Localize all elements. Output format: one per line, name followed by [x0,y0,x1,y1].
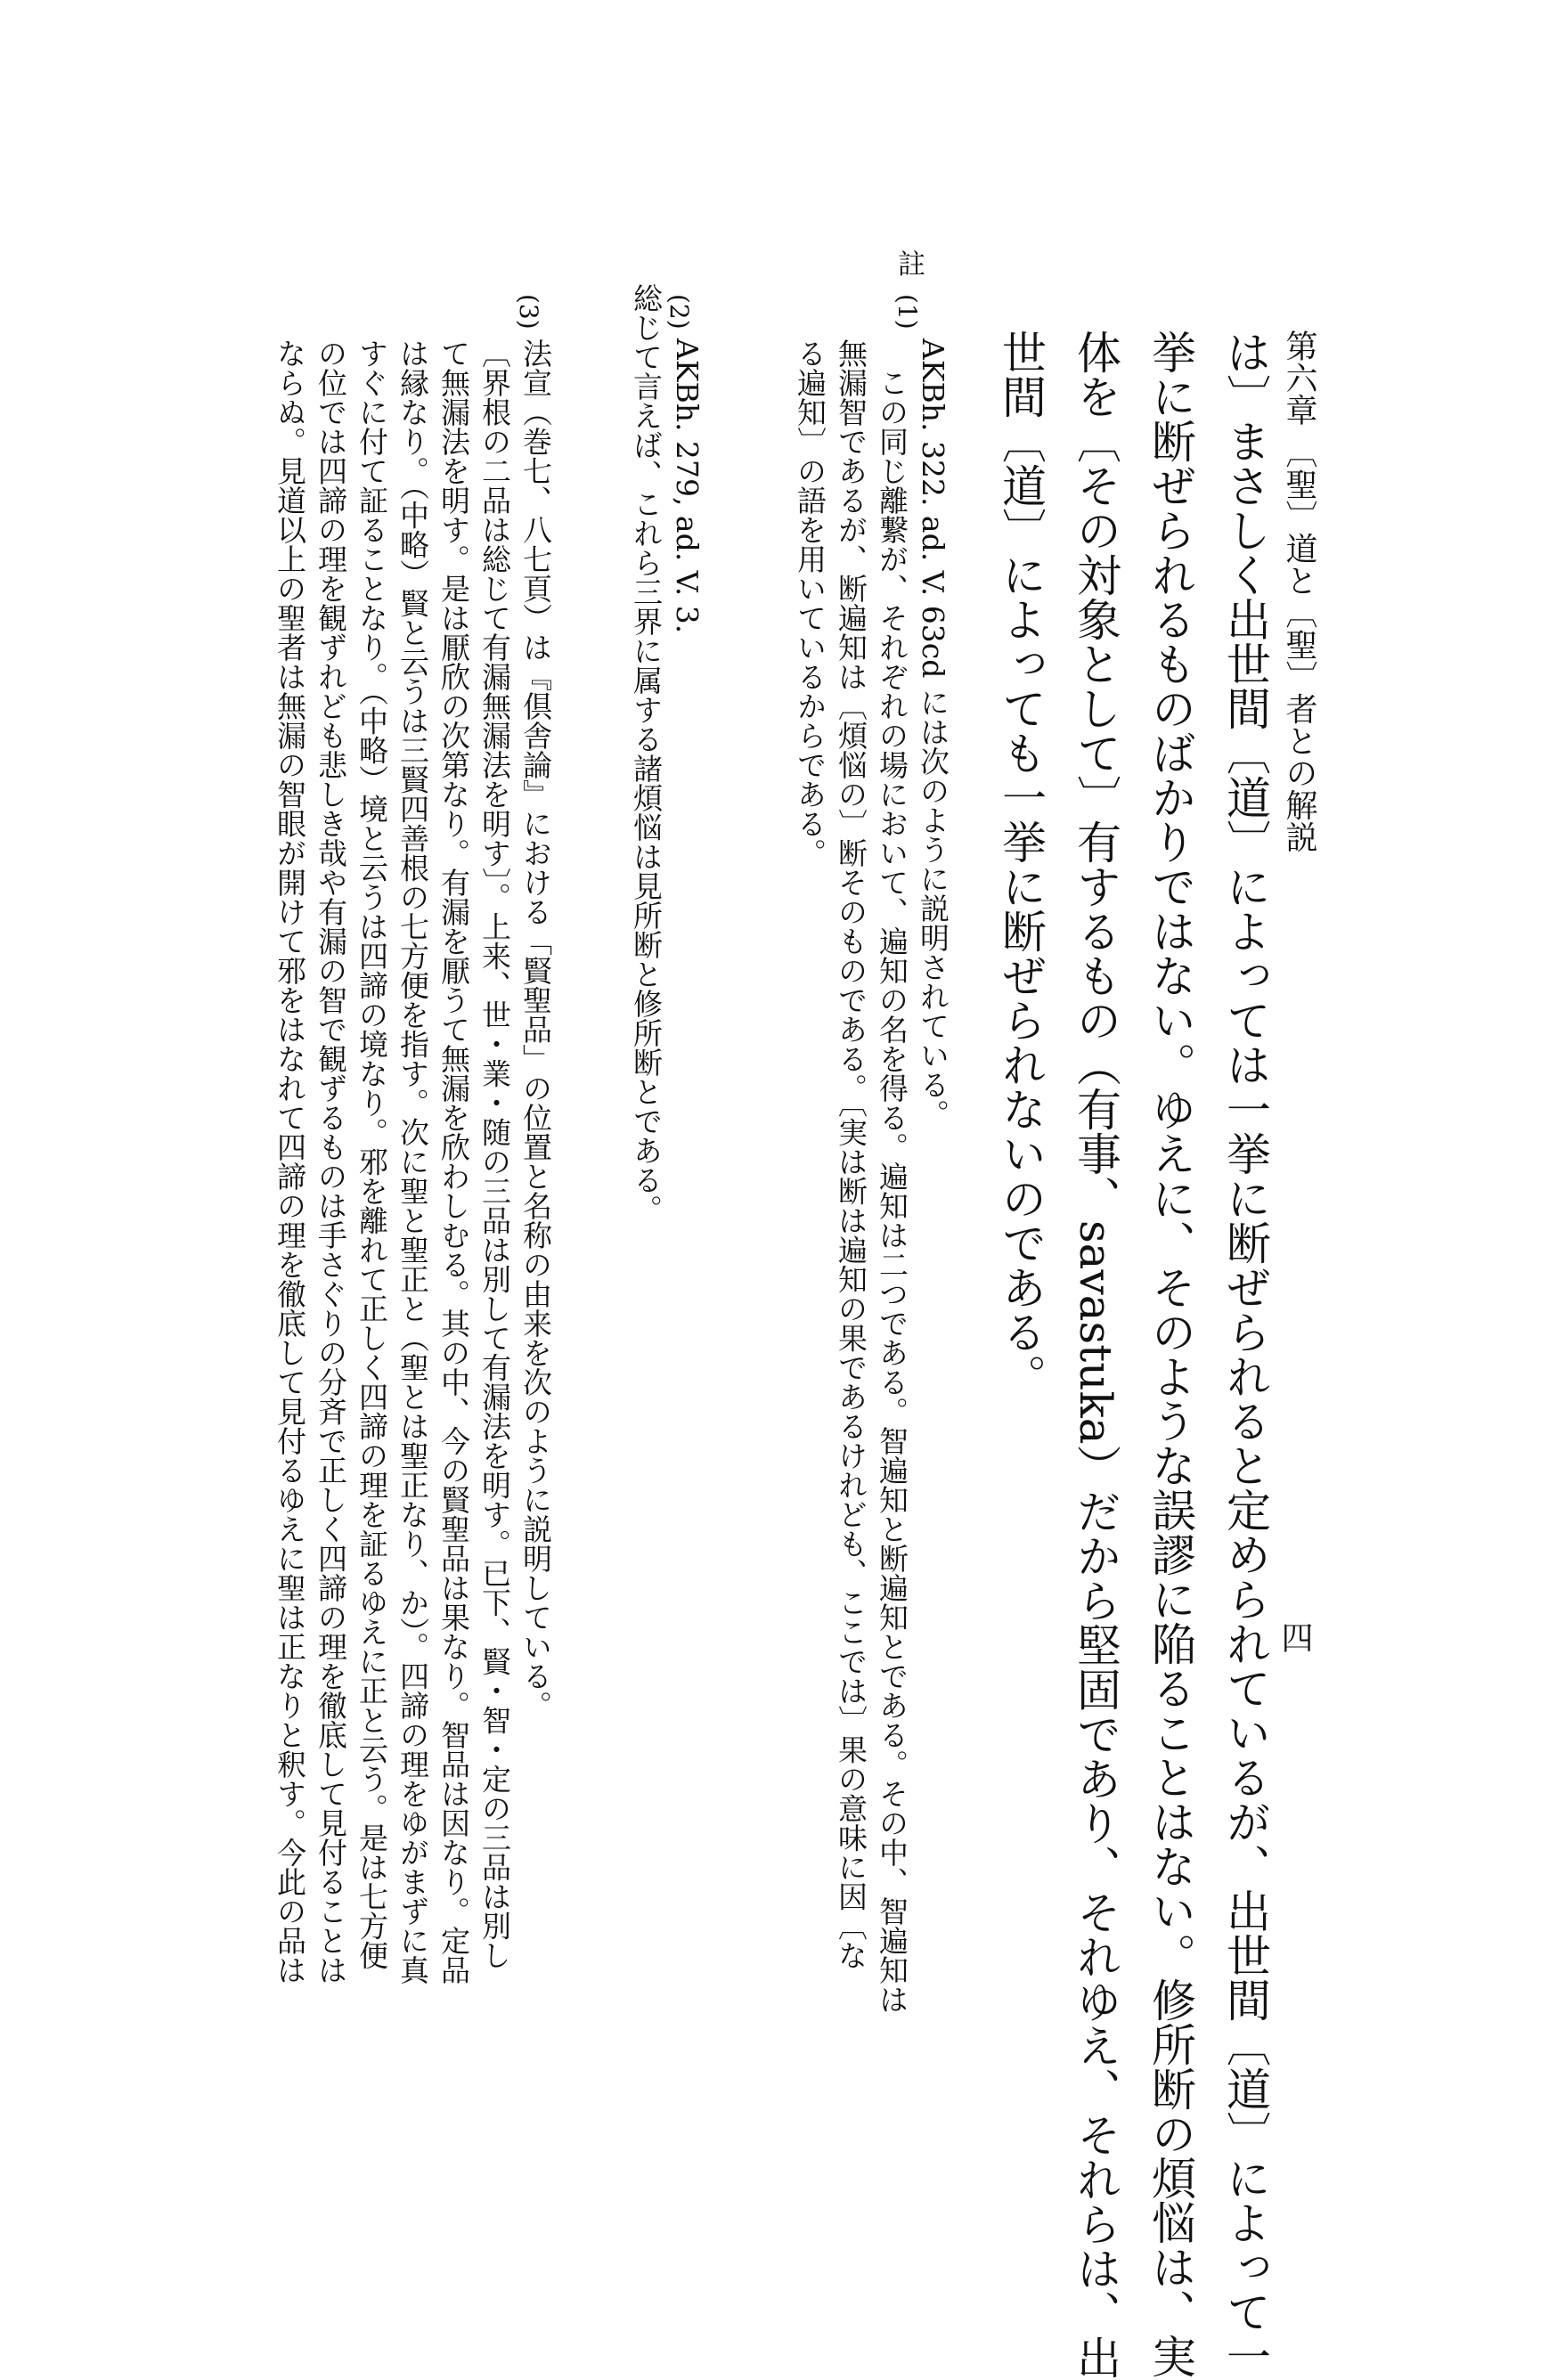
main-text-line: 世間〔道〕によっても一挙に断ぜられないのである。 [995,330,1047,1398]
note-line: の位では四諦の理を観ずれども悲しき哉や有漏の智で観ずるものは手さぐりの分斉で正しく四諦の理を徹底して見付ることは [314,338,348,1985]
main-text-line: 挙に断ぜられるものばかりではない。ゆえに、そのような誤謬に陥ることはない。修所断の煩悩は、実 [1145,330,1196,2378]
page-number: 四 [1276,1621,1313,1653]
note-line: は縁なり。（中略）賢と云うは三賢四善根の七方便を指す。次に聖と聖正と（聖とは聖正なり、か）。四諦の理をゆがまずに真 [395,338,430,1985]
note-line: 〔界根の二品は総じて有漏無漏法を明す〕。上来、世・業・随の三品は別して有漏法を明す。已下、賢・智・定の三品は別し [477,338,512,1970]
notes-label: 註 [893,249,925,277]
note-2-text [625,283,707,1224]
main-text-line: は〕まさしく出世間〔道〕によっては一挙に断ぜられると定められているが、出世間〔道〕によって一 [1219,330,1271,2378]
note-number: (2) [664,294,694,330]
note-line: る遍知〕の語を用いているからである。 [793,338,827,868]
note-line: AKBh. 322. ad. V. 63cd には次のように説明されている。 [916,338,950,1129]
note-3-text [269,338,556,1985]
note-line: 総じて言えば、これら三界に属する諸煩悩は見所断と修所断とである。 [629,283,664,1224]
note-line: AKBh. 279, ad. V. 3. [670,338,705,634]
note-line: 法宣（巻七、八七頁）は『倶舎論』における「賢聖品」の位置と名称の由来を次のように説明している。 [518,338,553,1720]
note-1-text [789,338,953,2014]
main-text-line: 体を〔その対象として〕有するもの（有事、savastuka）だから堅固であり、それゆえ、それらは、出 [1070,330,1121,2380]
running-head: 第六章 〔聖〕道と〔聖〕者との解説 [1281,330,1317,853]
note-line: この同じ離繋が、それぞれの場において、遍知の名を得る。遍知は二つである。智遍知と断遍知とである。その中、智遍知は [875,368,909,2014]
note-line: すぐに付て証ることなり。（中略）境と云うは四諦の境なり。邪を離れて正しく四諦の理を証るゆえに正と云う。是は七方便 [355,338,389,1970]
note-number: (1) [893,294,922,330]
note-line: て無漏法を明す。是は厭欣の次第なり。有漏を厭うて無漏を欣わしむる。其の中、今の賢聖品は果なり。智品は因なり。定品 [436,338,471,1985]
note-line: ならぬ。見道以上の聖者は無漏の智眼が開けて邪をはなれて四諦の理を徹底して見付るゆえに聖は正なりと釈す。今此の品は [273,338,307,1985]
main-text-block [983,330,1283,2380]
note-line: 無漏智であるが、断遍知は〔煩悩の〕断そのものである。〔実は断は遍知の果であるけれども、ここでは〕果の意味に因〔な [834,338,868,1970]
note-number: (3) [514,294,543,330]
